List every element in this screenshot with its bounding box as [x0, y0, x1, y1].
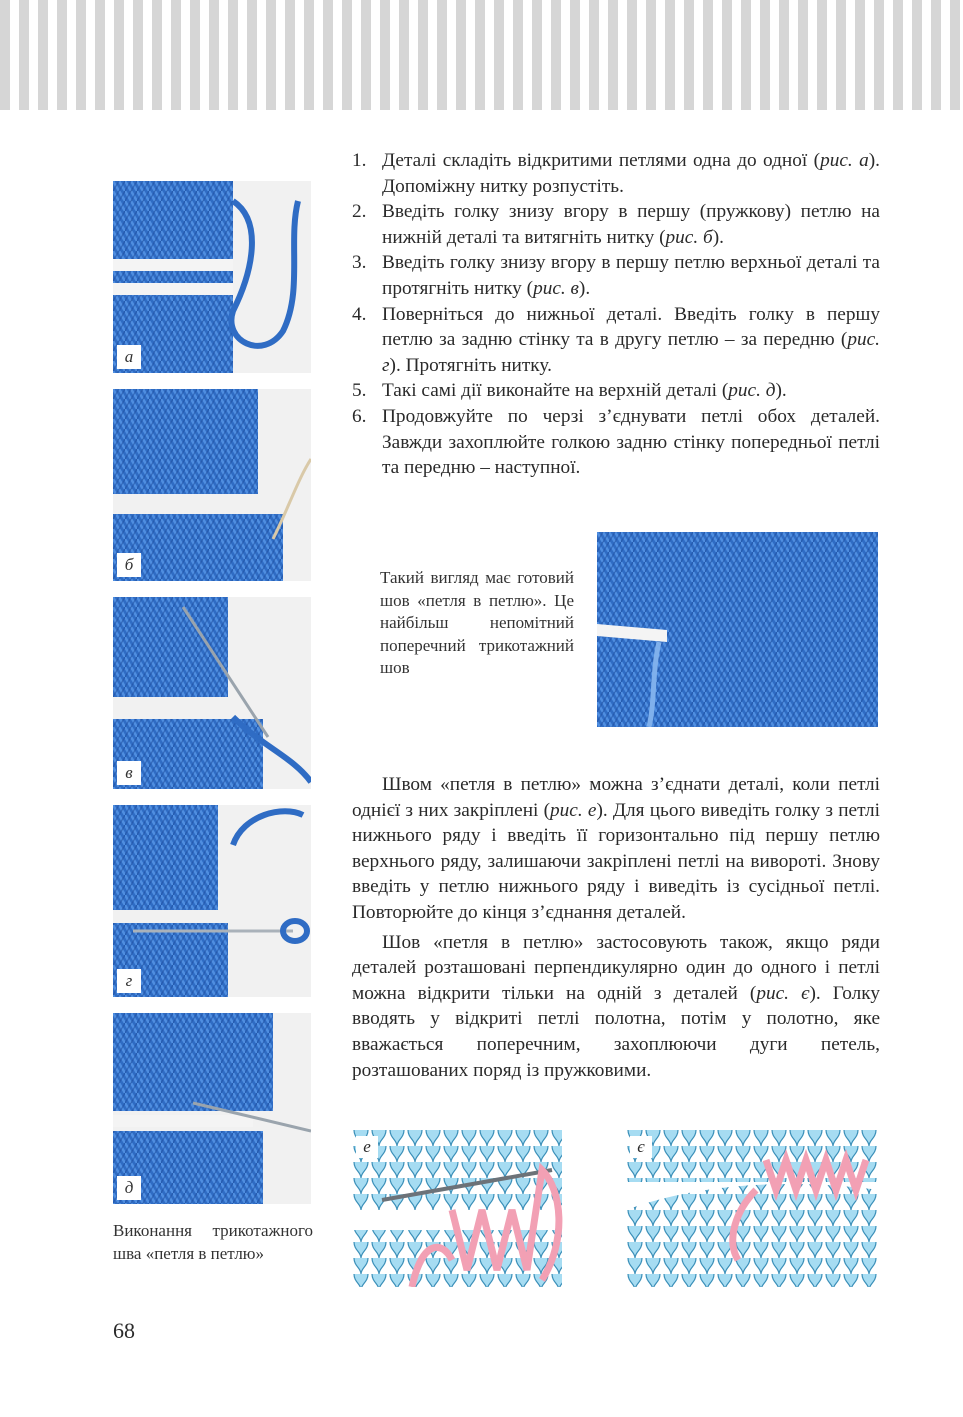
paragraph-e: Швом «петля в петлю» можна з’єднати деталі, коли петлі однієї з них закріплені (рис. е). Для цього виведіть голку з петлі нижнього ряду і введіть її горизонтально під першу петлю верхнього ряду, залишаючи закріплені петлі на виворoті. Знову введіть у петлю нижнього ряду і виведіть із сусідньої петлі. Повторюйте до кінця з’єднання деталей. — [352, 774, 880, 923]
step-item: 1. Деталі складіть відкритими петлями одна до одної (рис. а). Допоміжну нитку розпустіть. — [352, 150, 880, 197]
step-item: 5. Такі самі дії виконайте на верхній деталі (рис. д). — [352, 380, 787, 402]
paragraph-ye: Шов «петля в петлю» застосовують також, якщо ряди деталей розташовані перпендикулярно один до одного і петлі можна відкрити тільки на одній з деталей (рис. є). Голку вводять у відкриті петлі полотна, потім у полотно, яке вважається поперечним, захоплюючи дуги петель, розташованих поряд із пружковими. — [352, 931, 880, 1081]
finished-seam-photo — [597, 532, 878, 727]
main-text — [352, 772, 880, 1087]
photo-v — [113, 597, 311, 789]
step-item: 2. Введіть голку знизу вгору в першу (пружкову) петлю на нижній деталі та витягніть нитку (рис. б). — [352, 201, 880, 248]
photo-a — [113, 181, 311, 373]
step-item: 4. Поверніться до нижньої деталі. Введіть голку в першу петлю за задню стінку та в другу петлю – за передню (рис. г). Протягніть нитку. — [352, 303, 880, 376]
decorative-stripes — [0, 0, 963, 110]
step-item: 6. Продовжуйте по черзі з’єднувати петлі обох деталей. Завжди захоплюйте голкою задню стінку попередньої петлі та передню – наступної. — [352, 405, 880, 479]
figure-caption: Виконання трикотажного шва «петля в петлю» — [113, 1221, 313, 1263]
photo-label: д — [117, 1176, 141, 1200]
diagram-label: е — [356, 1136, 378, 1158]
photo-label: а — [117, 345, 141, 369]
photo-d — [113, 1013, 311, 1204]
diagram-label: є — [630, 1136, 652, 1158]
instruction-steps — [352, 148, 880, 481]
photo-label: г — [117, 969, 141, 993]
diagram-ye — [626, 1130, 878, 1287]
photo-g — [113, 805, 311, 997]
photo-b — [113, 389, 311, 581]
diagram-e — [352, 1130, 604, 1287]
photo-label: б — [117, 553, 141, 577]
result-caption: Такий вигляд має готовий шов «петля в петлю». Це найбільш непомітний поперечний трикотажний шов — [380, 568, 574, 677]
page-number: 68 — [113, 1318, 135, 1343]
step-item: 3. Введіть голку знизу вгору в першу петлю верхньої деталі та протягніть нитку (рис. в). — [352, 252, 880, 299]
photo-label: в — [117, 761, 141, 785]
